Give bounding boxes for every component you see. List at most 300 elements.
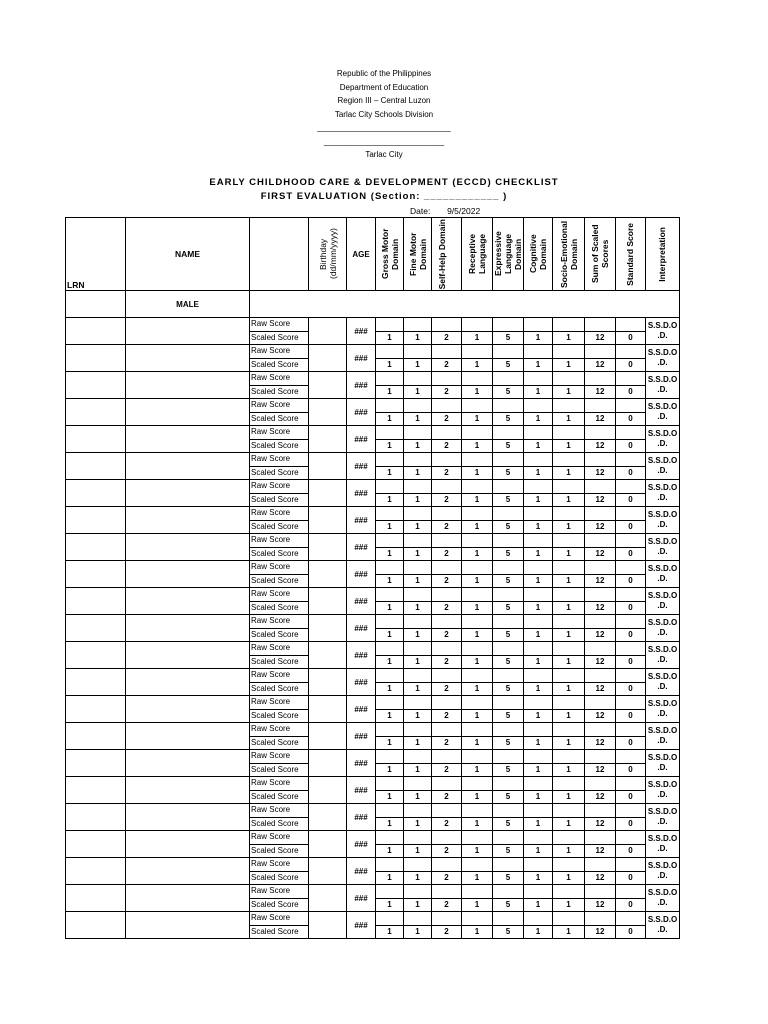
raw-score-cell[interactable]	[432, 804, 462, 818]
raw-score-cell[interactable]	[616, 831, 646, 845]
raw-score-cell[interactable]	[585, 507, 616, 521]
raw-score-cell[interactable]	[376, 453, 404, 467]
raw-score-cell[interactable]	[462, 615, 493, 629]
raw-score-cell[interactable]	[462, 345, 493, 359]
scaled-score-label: Scaled Score	[250, 736, 309, 750]
raw-score-cell[interactable]	[553, 669, 585, 683]
raw-score-label: Raw Score	[250, 534, 309, 548]
raw-score-cell[interactable]	[616, 399, 646, 413]
student-name-cell[interactable]	[126, 318, 250, 345]
raw-score-cell[interactable]	[404, 318, 432, 332]
raw-score-cell[interactable]	[524, 615, 553, 629]
raw-score-cell[interactable]	[524, 372, 553, 386]
raw-score-cell[interactable]	[524, 561, 553, 575]
student-name-cell[interactable]	[126, 345, 250, 372]
raw-score-cell[interactable]	[376, 372, 404, 386]
student-name-cell[interactable]	[126, 696, 250, 723]
student-lrn-cell[interactable]	[66, 507, 126, 534]
raw-score-cell[interactable]	[493, 831, 524, 845]
student-lrn-cell[interactable]	[66, 318, 126, 345]
raw-score-cell[interactable]	[432, 453, 462, 467]
raw-score-cell[interactable]	[524, 696, 553, 710]
student-lrn-cell[interactable]	[66, 480, 126, 507]
student-birthday-cell[interactable]	[309, 480, 347, 507]
raw-score-cell[interactable]	[432, 534, 462, 548]
raw-score-cell[interactable]	[553, 561, 585, 575]
raw-score-cell[interactable]	[553, 426, 585, 440]
raw-score-cell[interactable]	[616, 912, 646, 926]
raw-score-cell[interactable]	[404, 453, 432, 467]
scaled-score-cell: 2	[432, 817, 462, 831]
raw-score-cell[interactable]	[462, 669, 493, 683]
raw-score-cell[interactable]	[616, 750, 646, 764]
raw-score-cell[interactable]	[493, 777, 524, 791]
raw-score-cell[interactable]	[462, 804, 493, 818]
raw-score-cell[interactable]	[585, 318, 616, 332]
raw-score-cell[interactable]	[432, 885, 462, 899]
raw-score-cell[interactable]	[616, 480, 646, 494]
raw-score-cell[interactable]	[376, 750, 404, 764]
raw-score-cell[interactable]	[462, 750, 493, 764]
raw-score-cell[interactable]	[493, 696, 524, 710]
raw-score-cell[interactable]	[432, 750, 462, 764]
raw-score-cell[interactable]	[462, 534, 493, 548]
raw-score-cell[interactable]	[524, 318, 553, 332]
raw-score-cell[interactable]	[404, 750, 432, 764]
raw-score-cell[interactable]	[404, 426, 432, 440]
student-lrn-cell[interactable]	[66, 669, 126, 696]
raw-score-cell[interactable]	[462, 399, 493, 413]
raw-score-cell[interactable]	[432, 372, 462, 386]
raw-score-cell[interactable]	[553, 507, 585, 521]
raw-score-cell[interactable]	[432, 318, 462, 332]
student-birthday-cell[interactable]	[309, 615, 347, 642]
student-lrn-cell[interactable]	[66, 453, 126, 480]
student-birthday-cell[interactable]	[309, 831, 347, 858]
student-name-cell[interactable]	[126, 885, 250, 912]
raw-score-cell[interactable]	[585, 561, 616, 575]
scaled-score-cell: 1	[462, 547, 493, 561]
raw-score-cell[interactable]	[585, 615, 616, 629]
raw-score-cell[interactable]	[553, 831, 585, 845]
raw-score-cell[interactable]	[524, 804, 553, 818]
raw-score-cell[interactable]	[553, 534, 585, 548]
raw-score-cell[interactable]	[462, 318, 493, 332]
raw-score-cell[interactable]	[376, 804, 404, 818]
raw-score-cell[interactable]	[585, 804, 616, 818]
raw-score-cell[interactable]	[376, 345, 404, 359]
raw-score-cell[interactable]	[493, 669, 524, 683]
student-lrn-cell[interactable]	[66, 858, 126, 885]
raw-score-cell[interactable]	[376, 669, 404, 683]
raw-score-cell[interactable]	[585, 453, 616, 467]
raw-score-cell[interactable]	[462, 831, 493, 845]
student-lrn-cell[interactable]	[66, 642, 126, 669]
group-label: MALE	[126, 291, 250, 318]
student-lrn-cell[interactable]	[66, 399, 126, 426]
raw-score-cell[interactable]	[432, 561, 462, 575]
raw-score-cell[interactable]	[553, 399, 585, 413]
raw-score-cell[interactable]	[616, 561, 646, 575]
scaled-score-cell: 2	[432, 844, 462, 858]
raw-score-cell[interactable]	[432, 696, 462, 710]
raw-score-cell[interactable]	[376, 534, 404, 548]
raw-score-cell[interactable]	[462, 777, 493, 791]
raw-score-cell[interactable]	[524, 777, 553, 791]
student-raw-row	[66, 561, 680, 575]
raw-score-cell[interactable]	[376, 858, 404, 872]
raw-score-cell[interactable]	[493, 318, 524, 332]
raw-score-cell[interactable]	[553, 372, 585, 386]
raw-score-cell[interactable]	[585, 642, 616, 656]
raw-score-cell[interactable]	[493, 804, 524, 818]
raw-score-cell[interactable]	[432, 858, 462, 872]
scaled-score-cell: 0	[616, 682, 646, 696]
raw-score-cell[interactable]	[524, 453, 553, 467]
raw-score-cell[interactable]	[493, 507, 524, 521]
raw-score-cell[interactable]	[376, 588, 404, 602]
raw-score-cell[interactable]	[616, 588, 646, 602]
raw-score-cell[interactable]	[616, 507, 646, 521]
raw-score-cell[interactable]	[493, 750, 524, 764]
student-name-cell[interactable]	[126, 534, 250, 561]
raw-score-cell[interactable]	[616, 615, 646, 629]
raw-score-cell[interactable]	[462, 858, 493, 872]
scaled-score-cell: 5	[493, 574, 524, 588]
student-birthday-cell[interactable]	[309, 642, 347, 669]
raw-score-cell[interactable]	[432, 588, 462, 602]
raw-score-cell[interactable]	[404, 804, 432, 818]
raw-score-cell[interactable]	[404, 615, 432, 629]
raw-score-cell[interactable]	[553, 750, 585, 764]
raw-score-cell[interactable]	[404, 399, 432, 413]
raw-score-cell[interactable]	[432, 480, 462, 494]
student-birthday-cell[interactable]	[309, 885, 347, 912]
raw-score-cell[interactable]	[493, 561, 524, 575]
raw-score-cell[interactable]	[524, 345, 553, 359]
raw-score-cell[interactable]	[585, 777, 616, 791]
raw-score-cell[interactable]	[616, 723, 646, 737]
raw-score-cell[interactable]	[376, 831, 404, 845]
raw-score-cell[interactable]	[553, 615, 585, 629]
raw-score-cell[interactable]	[585, 750, 616, 764]
raw-score-cell[interactable]	[376, 507, 404, 521]
scaled-score-cell: 1	[462, 871, 493, 885]
raw-score-cell[interactable]	[462, 507, 493, 521]
raw-score-cell[interactable]	[585, 912, 616, 926]
raw-score-cell[interactable]	[616, 318, 646, 332]
raw-score-cell[interactable]	[376, 426, 404, 440]
scaled-score-cell: 0	[616, 331, 646, 345]
student-name-cell[interactable]	[126, 669, 250, 696]
raw-score-cell[interactable]	[585, 669, 616, 683]
raw-score-cell[interactable]	[585, 885, 616, 899]
raw-score-cell[interactable]	[616, 345, 646, 359]
student-name-cell[interactable]	[126, 858, 250, 885]
raw-score-cell[interactable]	[585, 831, 616, 845]
raw-score-cell[interactable]	[404, 723, 432, 737]
raw-score-cell[interactable]	[404, 480, 432, 494]
raw-score-cell[interactable]	[524, 723, 553, 737]
raw-score-cell[interactable]	[524, 426, 553, 440]
student-name-cell[interactable]	[126, 642, 250, 669]
raw-score-cell[interactable]	[493, 588, 524, 602]
raw-score-cell[interactable]	[493, 534, 524, 548]
raw-score-cell[interactable]	[585, 696, 616, 710]
raw-score-cell[interactable]	[616, 777, 646, 791]
student-lrn-cell[interactable]	[66, 426, 126, 453]
student-name-cell[interactable]	[126, 453, 250, 480]
student-lrn-cell[interactable]	[66, 588, 126, 615]
raw-score-cell[interactable]	[524, 912, 553, 926]
raw-score-cell[interactable]	[404, 561, 432, 575]
scaled-score-label: Scaled Score	[250, 520, 309, 534]
student-name-cell[interactable]	[126, 480, 250, 507]
raw-score-cell[interactable]	[404, 588, 432, 602]
student-name-cell[interactable]	[126, 588, 250, 615]
raw-score-cell[interactable]	[616, 669, 646, 683]
student-birthday-cell[interactable]	[309, 318, 347, 345]
raw-score-cell[interactable]	[432, 831, 462, 845]
student-lrn-cell[interactable]	[66, 372, 126, 399]
scaled-score-cell: 5	[493, 385, 524, 399]
student-lrn-cell[interactable]	[66, 345, 126, 372]
student-birthday-cell[interactable]	[309, 750, 347, 777]
header-region: Region III – Central Luzon	[337, 96, 431, 105]
raw-score-cell[interactable]	[553, 912, 585, 926]
raw-score-cell[interactable]	[404, 372, 432, 386]
raw-score-cell[interactable]	[404, 642, 432, 656]
student-name-cell[interactable]	[126, 912, 250, 939]
student-name-cell[interactable]	[126, 615, 250, 642]
raw-score-cell[interactable]	[404, 831, 432, 845]
student-lrn-cell[interactable]	[66, 723, 126, 750]
raw-score-cell[interactable]	[585, 399, 616, 413]
raw-score-cell[interactable]	[432, 669, 462, 683]
student-raw-row	[66, 669, 680, 683]
student-name-cell[interactable]	[126, 561, 250, 588]
raw-score-cell[interactable]	[553, 723, 585, 737]
raw-score-cell[interactable]	[404, 858, 432, 872]
raw-score-cell[interactable]	[376, 642, 404, 656]
raw-score-cell[interactable]	[493, 372, 524, 386]
raw-score-cell[interactable]	[432, 507, 462, 521]
raw-score-cell[interactable]	[493, 642, 524, 656]
raw-score-cell[interactable]	[585, 723, 616, 737]
raw-score-cell[interactable]	[432, 777, 462, 791]
raw-score-cell[interactable]	[432, 723, 462, 737]
raw-score-cell[interactable]	[585, 480, 616, 494]
raw-score-cell[interactable]	[553, 588, 585, 602]
raw-score-cell[interactable]	[616, 858, 646, 872]
student-lrn-cell[interactable]	[66, 885, 126, 912]
student-lrn-cell[interactable]	[66, 804, 126, 831]
student-name-cell[interactable]	[126, 507, 250, 534]
student-name-cell[interactable]	[126, 777, 250, 804]
student-name-cell[interactable]	[126, 804, 250, 831]
raw-score-cell[interactable]	[585, 372, 616, 386]
student-lrn-cell[interactable]	[66, 534, 126, 561]
raw-score-cell[interactable]	[376, 399, 404, 413]
student-birthday-cell[interactable]	[309, 372, 347, 399]
raw-score-cell[interactable]	[524, 669, 553, 683]
scaled-score-cell: 1	[524, 358, 553, 372]
raw-score-cell[interactable]	[524, 831, 553, 845]
raw-score-cell[interactable]	[524, 588, 553, 602]
raw-score-cell[interactable]	[462, 912, 493, 926]
raw-score-cell[interactable]	[585, 858, 616, 872]
raw-score-cell[interactable]	[404, 885, 432, 899]
raw-score-cell[interactable]	[524, 885, 553, 899]
raw-score-cell[interactable]	[493, 399, 524, 413]
raw-score-cell[interactable]	[432, 399, 462, 413]
raw-score-cell[interactable]	[616, 453, 646, 467]
raw-score-cell[interactable]	[493, 858, 524, 872]
raw-score-cell[interactable]	[616, 426, 646, 440]
scaled-score-label: Scaled Score	[250, 925, 309, 939]
raw-score-cell[interactable]	[432, 912, 462, 926]
student-name-cell[interactable]	[126, 426, 250, 453]
raw-score-cell[interactable]	[616, 804, 646, 818]
raw-score-cell[interactable]	[524, 399, 553, 413]
raw-score-cell[interactable]	[585, 426, 616, 440]
raw-score-cell[interactable]	[553, 642, 585, 656]
student-raw-row	[66, 426, 680, 440]
raw-score-cell[interactable]	[616, 885, 646, 899]
raw-score-cell[interactable]	[376, 777, 404, 791]
student-birthday-cell[interactable]	[309, 345, 347, 372]
scaled-score-cell: 1	[404, 655, 432, 669]
raw-score-cell[interactable]	[462, 561, 493, 575]
student-birthday-cell[interactable]	[309, 453, 347, 480]
raw-score-cell[interactable]	[524, 534, 553, 548]
student-birthday-cell[interactable]	[309, 858, 347, 885]
raw-score-cell[interactable]	[404, 696, 432, 710]
raw-score-cell[interactable]	[493, 345, 524, 359]
raw-score-cell[interactable]	[524, 858, 553, 872]
student-lrn-cell[interactable]	[66, 561, 126, 588]
raw-score-cell[interactable]	[553, 777, 585, 791]
raw-score-cell[interactable]	[585, 345, 616, 359]
raw-score-cell[interactable]	[376, 912, 404, 926]
student-name-cell[interactable]	[126, 372, 250, 399]
raw-score-cell[interactable]	[462, 426, 493, 440]
student-age-cell: ###	[347, 642, 376, 669]
raw-score-cell[interactable]	[493, 912, 524, 926]
raw-score-cell[interactable]	[553, 480, 585, 494]
raw-score-cell[interactable]	[616, 534, 646, 548]
student-birthday-cell[interactable]	[309, 588, 347, 615]
raw-score-cell[interactable]	[376, 480, 404, 494]
raw-score-cell[interactable]	[404, 669, 432, 683]
student-name-cell[interactable]	[126, 831, 250, 858]
raw-score-cell[interactable]	[432, 642, 462, 656]
raw-score-cell[interactable]	[432, 426, 462, 440]
student-birthday-cell[interactable]	[309, 426, 347, 453]
student-lrn-cell[interactable]	[66, 831, 126, 858]
student-interpretation: S.S.D.O .D.	[646, 723, 680, 750]
student-birthday-cell[interactable]	[309, 561, 347, 588]
scaled-score-cell: 1	[553, 871, 585, 885]
student-lrn-cell[interactable]	[66, 750, 126, 777]
student-name-cell[interactable]	[126, 399, 250, 426]
raw-score-cell[interactable]	[493, 426, 524, 440]
raw-score-cell[interactable]	[404, 534, 432, 548]
student-lrn-cell[interactable]	[66, 696, 126, 723]
raw-score-cell[interactable]	[553, 345, 585, 359]
student-name-cell[interactable]	[126, 723, 250, 750]
raw-score-cell[interactable]	[524, 507, 553, 521]
raw-score-cell[interactable]	[432, 345, 462, 359]
student-lrn-cell[interactable]	[66, 777, 126, 804]
raw-score-cell[interactable]	[404, 777, 432, 791]
raw-score-cell[interactable]	[462, 372, 493, 386]
raw-score-cell[interactable]	[404, 507, 432, 521]
raw-score-cell[interactable]	[553, 453, 585, 467]
student-birthday-cell[interactable]	[309, 912, 347, 939]
raw-score-cell[interactable]	[585, 534, 616, 548]
student-lrn-cell[interactable]	[66, 912, 126, 939]
student-birthday-cell[interactable]	[309, 804, 347, 831]
student-name-cell[interactable]	[126, 750, 250, 777]
raw-score-label: Raw Score	[250, 426, 309, 440]
student-birthday-cell[interactable]	[309, 669, 347, 696]
raw-score-cell[interactable]	[553, 885, 585, 899]
raw-score-cell[interactable]	[432, 615, 462, 629]
raw-score-cell[interactable]	[376, 615, 404, 629]
raw-score-cell[interactable]	[376, 561, 404, 575]
raw-score-cell[interactable]	[493, 723, 524, 737]
raw-score-cell[interactable]	[553, 804, 585, 818]
raw-score-cell[interactable]	[462, 588, 493, 602]
raw-score-cell[interactable]	[376, 723, 404, 737]
student-birthday-cell[interactable]	[309, 399, 347, 426]
raw-score-cell[interactable]	[553, 696, 585, 710]
student-birthday-cell[interactable]	[309, 723, 347, 750]
raw-score-cell[interactable]	[462, 696, 493, 710]
student-birthday-cell[interactable]	[309, 507, 347, 534]
raw-score-cell[interactable]	[524, 750, 553, 764]
raw-score-cell[interactable]	[376, 696, 404, 710]
raw-score-cell[interactable]	[376, 885, 404, 899]
raw-score-cell[interactable]	[616, 642, 646, 656]
raw-score-cell[interactable]	[404, 912, 432, 926]
raw-score-cell[interactable]	[462, 453, 493, 467]
student-birthday-cell[interactable]	[309, 696, 347, 723]
raw-score-cell[interactable]	[462, 723, 493, 737]
raw-score-cell[interactable]	[376, 318, 404, 332]
raw-score-cell[interactable]	[404, 345, 432, 359]
raw-score-cell[interactable]	[524, 642, 553, 656]
raw-score-cell[interactable]	[462, 480, 493, 494]
student-birthday-cell[interactable]	[309, 534, 347, 561]
raw-score-cell[interactable]	[585, 588, 616, 602]
raw-score-cell[interactable]	[524, 480, 553, 494]
raw-score-cell[interactable]	[493, 615, 524, 629]
raw-score-cell[interactable]	[493, 453, 524, 467]
raw-score-cell[interactable]	[616, 696, 646, 710]
raw-score-cell[interactable]	[553, 318, 585, 332]
raw-score-cell[interactable]	[493, 480, 524, 494]
header-age: AGE	[347, 218, 376, 291]
student-lrn-cell[interactable]	[66, 615, 126, 642]
student-birthday-cell[interactable]	[309, 777, 347, 804]
raw-score-cell[interactable]	[616, 372, 646, 386]
raw-score-cell[interactable]	[462, 642, 493, 656]
raw-score-cell[interactable]	[553, 858, 585, 872]
raw-score-cell[interactable]	[493, 885, 524, 899]
raw-score-cell[interactable]	[462, 885, 493, 899]
